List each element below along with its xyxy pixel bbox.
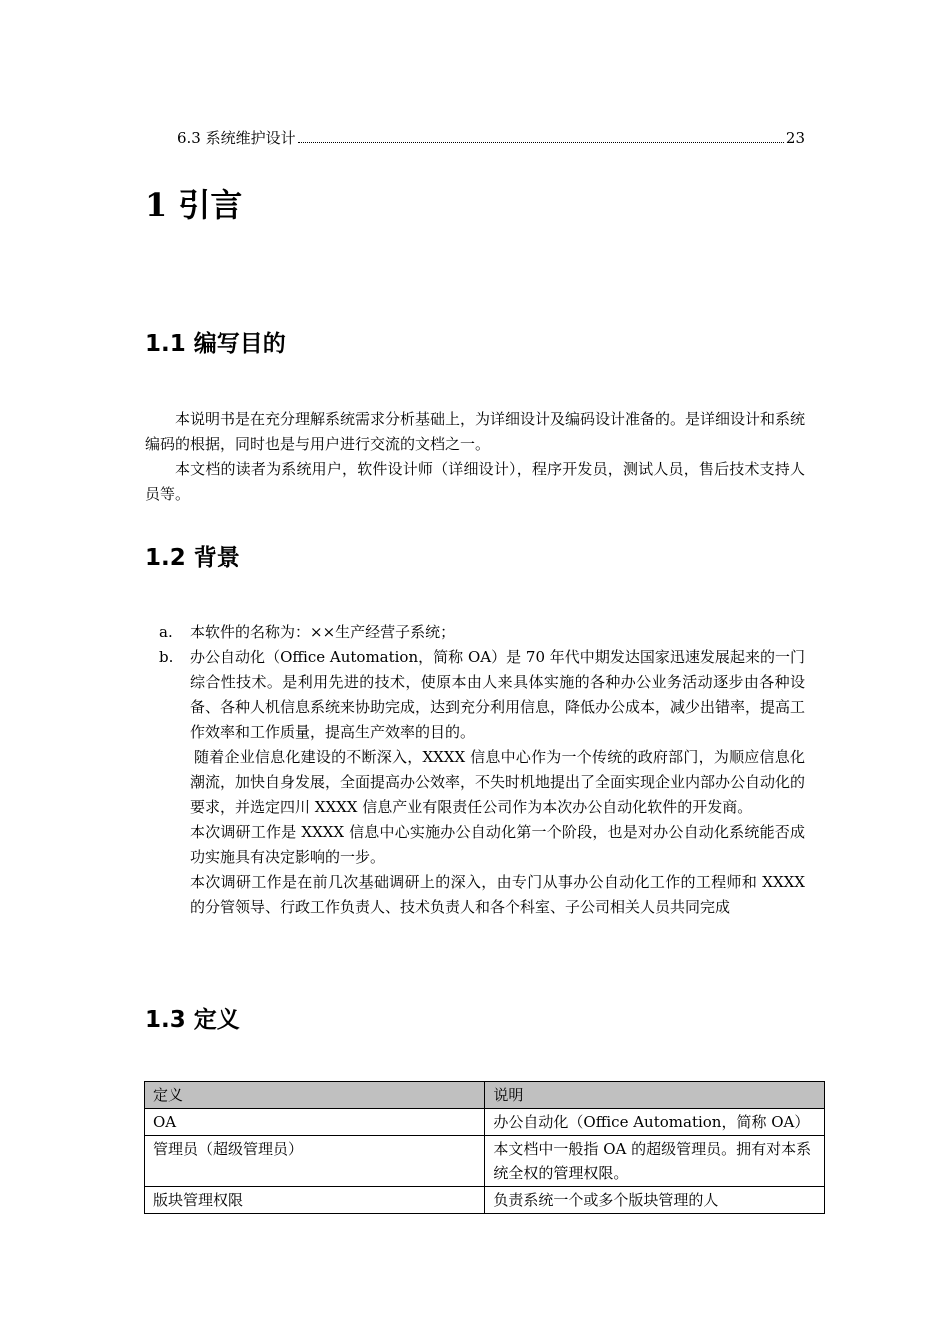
table-cell-description: 负责系统一个或多个版块管理的人 [485,1187,825,1214]
chapter-heading: 1 引言 [145,186,243,224]
paragraph: 本文档的读者为系统用户，软件设计师（详细设计），程序开发员，测试人员，售后技术支持人员等。 [145,460,805,503]
list-marker: a. [159,623,173,641]
table-header-row [145,1082,825,1109]
toc-entry-label: 6.3 系统维护设计 [177,129,296,147]
section-heading-background: 1.2 背景 [145,545,240,571]
definitions-table [144,1081,825,1214]
table-cell-term: 版块管理权限 [145,1187,485,1214]
table-row [145,1136,825,1187]
table-cell-description: 办公自动化（Office Automation，简称 OA） [485,1109,825,1136]
table-cell-term: 管理员（超级管理员） [145,1136,485,1187]
table-cell-description: 本文档中一般指 OA 的超级管理员。拥有对本系统全权的管理权限。 [485,1136,825,1187]
paragraph: 本说明书是在充分理解系统需求分析基础上，为详细设计及编码设计准备的。是详细设计和系统编码的根据，同时也是与用户进行交流的文档之一。 [145,410,806,453]
toc-entry[interactable] [177,127,805,148]
background-list [145,620,805,920]
table-header-description: 说明 [485,1082,825,1109]
list-marker: b. [159,648,174,666]
section-heading-purpose: 1.1 编写目的 [145,331,286,357]
list-item-body [190,645,805,920]
list-subparagraph: 随着企业信息化建设的不断深入，XXXX 信息中心作为一个传统的政府部门，为顺应信息化潮流，加快自身发展，全面提高办公效率，不失时机地提出了全面实现企业内部办公自动化的要求，并选定四川 XXXX 信息产业有限责任公司作为本次办公自动化软件的开发商。 [190,748,806,816]
list-item-text: 办公自动化（Office Automation，简称 OA）是 70 年代中期发达国家迅速发展起来的一门综合性技术。是利用先进的技术，使原本由人来具体实施的各种办公业务活动逐步由各种设备、各种人机信息系统来协助完成，达到充分利用信息，降低办公成本，减少出错率，提高工作效率和工作质量，提高生产效率的目的。 [190,648,806,741]
list-subparagraph: 本次调研工作是在前几次基础调研上的深入，由专门从事办公自动化工作的工程师和 XXXX 的分管领导、行政工作负责人、技术负责人和各个科室、子公司相关人员共同完成 [190,873,805,916]
list-item [145,645,805,920]
toc-leader-dots [298,141,784,143]
table-row [145,1187,825,1214]
list-subparagraph: 本次调研工作是 XXXX 信息中心实施办公自动化第一个阶段，也是对办公自动化系统能否成功实施具有决定影响的一步。 [190,823,805,866]
toc-entry-page: 23 [785,129,805,147]
list-item [145,620,805,645]
list-item-text: 本软件的名称为：××生产经营子系统； [190,623,456,641]
section-heading-definitions: 1.3 定义 [145,1007,240,1033]
purpose-paragraphs [145,407,805,507]
table-header-term: 定义 [145,1082,485,1109]
table-row [145,1109,825,1136]
table-cell-term: OA [145,1109,485,1136]
